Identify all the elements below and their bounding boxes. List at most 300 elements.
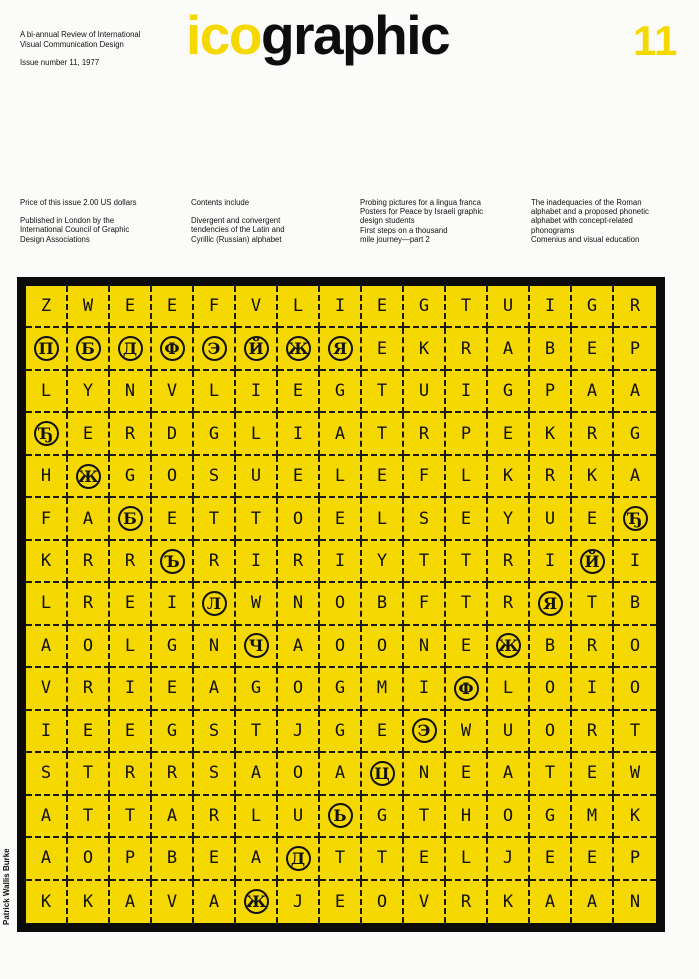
grid-letter: Я bbox=[328, 336, 353, 361]
grid-letter: N bbox=[124, 381, 136, 402]
grid-cell bbox=[446, 413, 488, 455]
grid-letter: E bbox=[166, 508, 178, 529]
grid-cell bbox=[572, 881, 614, 923]
grid-letter: S bbox=[208, 466, 220, 487]
grid-letter: R bbox=[124, 763, 136, 784]
grid-cell bbox=[320, 881, 362, 923]
grid-letter: F bbox=[40, 508, 52, 529]
grid-letter: U bbox=[502, 296, 514, 317]
grid-letter: W bbox=[82, 296, 94, 317]
grid-letter: Й bbox=[244, 336, 269, 361]
grid-cell bbox=[362, 838, 404, 880]
grid-letter: A bbox=[586, 891, 598, 912]
grid-cell bbox=[26, 626, 68, 668]
info-column-articles-2 bbox=[531, 198, 696, 253]
grid-letter: A bbox=[544, 891, 556, 912]
grid-cell bbox=[152, 371, 194, 413]
grid-letter: R bbox=[502, 593, 514, 614]
grid-cell bbox=[320, 668, 362, 710]
grid-letter: G bbox=[586, 296, 598, 317]
grid-cell bbox=[320, 753, 362, 795]
logo bbox=[186, 4, 450, 66]
grid-cell bbox=[110, 456, 152, 498]
grid-cell-circled-cyrillic bbox=[404, 711, 446, 753]
grid-letter: A bbox=[40, 635, 52, 656]
grid-cell bbox=[446, 626, 488, 668]
grid-cell bbox=[404, 541, 446, 583]
grid-letter: A bbox=[82, 508, 94, 529]
grid-letter: R bbox=[586, 423, 598, 444]
grid-cell bbox=[530, 796, 572, 838]
grid-cell bbox=[446, 286, 488, 328]
grid-letter: K bbox=[418, 338, 430, 359]
grid-cell bbox=[530, 838, 572, 880]
grid-letter: G bbox=[124, 466, 136, 487]
grid-letter: F bbox=[418, 593, 430, 614]
grid-cell bbox=[26, 371, 68, 413]
grid-letter: R bbox=[124, 423, 136, 444]
grid-cell bbox=[26, 796, 68, 838]
grid-letter: I bbox=[460, 381, 472, 402]
grid-cell bbox=[278, 668, 320, 710]
grid-letter: V bbox=[250, 296, 262, 317]
grid-cell bbox=[278, 796, 320, 838]
grid-letter: E bbox=[124, 296, 136, 317]
grid-letter: G bbox=[334, 381, 346, 402]
grid-cell bbox=[614, 796, 656, 838]
grid-letter: I bbox=[40, 720, 52, 741]
grid-letter: R bbox=[544, 466, 556, 487]
grid-cell-circled-cyrillic bbox=[110, 328, 152, 370]
grid-cell-circled-cyrillic bbox=[152, 541, 194, 583]
grid-cell bbox=[362, 328, 404, 370]
info-paragraph bbox=[20, 216, 180, 244]
grid-letter: I bbox=[334, 296, 346, 317]
grid-cell bbox=[404, 881, 446, 923]
grid-cell bbox=[362, 796, 404, 838]
grid-cell bbox=[236, 583, 278, 625]
grid-letter: G bbox=[166, 635, 178, 656]
grid-cell bbox=[446, 456, 488, 498]
grid-cell-circled-cyrillic bbox=[236, 626, 278, 668]
grid-letter: T bbox=[376, 848, 388, 869]
grid-cell bbox=[26, 541, 68, 583]
info-line: phonograms bbox=[531, 225, 575, 235]
grid-letter: A bbox=[40, 848, 52, 869]
grid-letter: K bbox=[544, 423, 556, 444]
grid-letter: E bbox=[334, 508, 346, 529]
grid-cell bbox=[320, 413, 362, 455]
grid-cell bbox=[26, 711, 68, 753]
grid-letter: G bbox=[334, 720, 346, 741]
grid-letter: T bbox=[124, 805, 136, 826]
grid-letter: T bbox=[82, 763, 94, 784]
grid-cell bbox=[572, 796, 614, 838]
grid-cell bbox=[110, 838, 152, 880]
grid-letter: E bbox=[586, 763, 598, 784]
grid-letter: A bbox=[586, 381, 598, 402]
grid-letter: E bbox=[376, 296, 388, 317]
grid-letter: A bbox=[124, 891, 136, 912]
grid-letter: I bbox=[544, 296, 556, 317]
info-line: tendencies of the Latin and bbox=[191, 225, 285, 235]
grid-letter: E bbox=[166, 296, 178, 317]
grid-letter: T bbox=[418, 551, 430, 572]
info-line: Posters for Peace by Israeli graphic bbox=[360, 207, 484, 217]
grid-letter: Y bbox=[376, 551, 388, 572]
grid-letter: K bbox=[40, 891, 52, 912]
grid-cell bbox=[488, 711, 530, 753]
grid-letter: I bbox=[292, 423, 304, 444]
grid-letter: N bbox=[292, 593, 304, 614]
grid-letter: O bbox=[334, 593, 346, 614]
grid-letter: P bbox=[629, 338, 641, 359]
grid-cell bbox=[278, 371, 320, 413]
grid-letter: L bbox=[250, 423, 262, 444]
grid-letter: U bbox=[292, 805, 304, 826]
info-line: Design Associations bbox=[20, 234, 90, 244]
info-line: alphabet and a proposed phonetic bbox=[531, 207, 649, 217]
grid-letter: U bbox=[418, 381, 430, 402]
grid-letter: R bbox=[82, 593, 94, 614]
grid-letter: M bbox=[376, 678, 388, 699]
grid-cell bbox=[404, 626, 446, 668]
grid-cell bbox=[236, 286, 278, 328]
grid-cell bbox=[404, 583, 446, 625]
grid-letter: Л bbox=[202, 591, 227, 616]
grid-letter: E bbox=[124, 720, 136, 741]
grid-letter: A bbox=[502, 338, 514, 359]
grid-cell bbox=[26, 753, 68, 795]
grid-cell bbox=[194, 711, 236, 753]
grid-letter: R bbox=[586, 720, 598, 741]
grid-cell bbox=[362, 541, 404, 583]
grid-cell bbox=[236, 413, 278, 455]
grid-letter: O bbox=[82, 848, 94, 869]
grid-cell bbox=[194, 753, 236, 795]
issue-line: Issue number 11, 1977 bbox=[20, 58, 100, 67]
grid-cell bbox=[152, 838, 194, 880]
grid-cell bbox=[194, 413, 236, 455]
grid-letter: Ж bbox=[76, 464, 101, 489]
grid-cell bbox=[152, 456, 194, 498]
grid-letter: N bbox=[629, 891, 641, 912]
grid-cell-circled-cyrillic bbox=[26, 328, 68, 370]
grid-cell bbox=[320, 498, 362, 540]
grid-letter: I bbox=[418, 678, 430, 699]
grid-cell bbox=[68, 668, 110, 710]
grid-cell bbox=[194, 456, 236, 498]
grid-letter: I bbox=[250, 551, 262, 572]
grid-letter: M bbox=[586, 805, 598, 826]
grid-letter: E bbox=[292, 381, 304, 402]
grid-cell-circled-cyrillic bbox=[488, 626, 530, 668]
grid-cell bbox=[614, 753, 656, 795]
grid-letter: S bbox=[40, 763, 52, 784]
grid-cell bbox=[572, 286, 614, 328]
grid-letter: A bbox=[208, 891, 220, 912]
grid-letter: Ф bbox=[160, 336, 185, 361]
logo-graphic: graphic bbox=[260, 4, 450, 66]
grid-letter: B bbox=[544, 338, 556, 359]
grid-letter: L bbox=[334, 466, 346, 487]
grid-letter: E bbox=[376, 720, 388, 741]
photo-credit: Patrick Wallis Burke bbox=[2, 848, 11, 925]
grid-letter: H bbox=[40, 466, 52, 487]
grid-letter: L bbox=[376, 508, 388, 529]
grid-cell bbox=[110, 413, 152, 455]
grid-cell bbox=[236, 753, 278, 795]
grid-letter: B bbox=[544, 635, 556, 656]
grid-cell bbox=[530, 626, 572, 668]
info-line: alphabet with concept-related bbox=[531, 216, 633, 226]
grid-cell bbox=[110, 711, 152, 753]
info-line: Contents include bbox=[191, 198, 250, 207]
grid-letter: E bbox=[502, 423, 514, 444]
grid-cell bbox=[68, 541, 110, 583]
info-column-contents bbox=[191, 198, 351, 253]
grid-letter: O bbox=[376, 635, 388, 656]
grid-cell bbox=[26, 838, 68, 880]
grid-letter: N bbox=[418, 635, 430, 656]
info-paragraph bbox=[20, 198, 180, 207]
grid-cell bbox=[572, 328, 614, 370]
grid-letter: G bbox=[166, 720, 178, 741]
grid-letter: E bbox=[292, 466, 304, 487]
grid-letter: L bbox=[460, 466, 472, 487]
grid-cell bbox=[572, 668, 614, 710]
grid-letter: A bbox=[208, 678, 220, 699]
info-column-articles bbox=[360, 198, 520, 253]
grid-cell bbox=[278, 626, 320, 668]
info-line: Published in London by the bbox=[20, 216, 115, 226]
grid-cell-circled-cyrillic bbox=[278, 838, 320, 880]
grid-letter: G bbox=[376, 805, 388, 826]
grid-letter: E bbox=[586, 338, 598, 359]
grid-cell bbox=[320, 371, 362, 413]
grid-letter: Й bbox=[580, 549, 605, 574]
grid-letter: R bbox=[292, 551, 304, 572]
grid-letter: L bbox=[40, 381, 52, 402]
grid-cell bbox=[68, 413, 110, 455]
grid-letter: E bbox=[376, 338, 388, 359]
grid-cell-circled-cyrillic bbox=[236, 328, 278, 370]
grid-cell bbox=[26, 456, 68, 498]
grid-cell bbox=[446, 541, 488, 583]
grid-cell bbox=[26, 583, 68, 625]
info-line: First steps on a thousand bbox=[360, 225, 448, 235]
grid-cell bbox=[110, 753, 152, 795]
grid-letter: A bbox=[250, 763, 262, 784]
info-paragraph bbox=[531, 198, 696, 244]
grid-cell bbox=[572, 371, 614, 413]
grid-cell bbox=[488, 668, 530, 710]
grid-cell bbox=[362, 668, 404, 710]
grid-letter: P bbox=[460, 423, 472, 444]
grid-cell bbox=[152, 753, 194, 795]
grid-letter: A bbox=[292, 635, 304, 656]
grid-letter: O bbox=[292, 508, 304, 529]
grid-cell bbox=[614, 711, 656, 753]
grid-cell bbox=[194, 796, 236, 838]
grid-letter: I bbox=[629, 551, 641, 572]
grid-letter: Ъ bbox=[160, 549, 185, 574]
info-line: mile journey—part 2 bbox=[360, 234, 430, 244]
grid-letter: A bbox=[502, 763, 514, 784]
grid-cell bbox=[404, 286, 446, 328]
grid-cell bbox=[488, 753, 530, 795]
grid-cell-circled-cyrillic bbox=[446, 668, 488, 710]
grid-letter: R bbox=[418, 423, 430, 444]
grid-cell-circled-cyrillic bbox=[194, 328, 236, 370]
grid-letter: W bbox=[250, 593, 262, 614]
grid-cell bbox=[152, 626, 194, 668]
grid-letter: K bbox=[40, 551, 52, 572]
grid-letter: O bbox=[292, 763, 304, 784]
grid-letter: J bbox=[292, 720, 304, 741]
grid-cell bbox=[26, 498, 68, 540]
grid-letter: Ж bbox=[496, 633, 521, 658]
grid-letter: O bbox=[629, 678, 641, 699]
grid-letter: I bbox=[166, 593, 178, 614]
grid-letter: T bbox=[629, 720, 641, 741]
grid-letter: Я bbox=[538, 591, 563, 616]
grid-cell bbox=[530, 541, 572, 583]
grid-cell bbox=[68, 881, 110, 923]
grid-cell bbox=[320, 711, 362, 753]
grid-letter: L bbox=[124, 635, 136, 656]
grid-letter: T bbox=[250, 720, 262, 741]
grid-cell bbox=[446, 371, 488, 413]
grid-letter: N bbox=[418, 763, 430, 784]
grid-cell bbox=[572, 413, 614, 455]
grid-letter: R bbox=[82, 678, 94, 699]
grid-letter: Y bbox=[502, 508, 514, 529]
issue-number: 11 bbox=[633, 17, 678, 64]
grid-cell bbox=[404, 753, 446, 795]
grid-letter: K bbox=[502, 891, 514, 912]
info-line: design students bbox=[360, 216, 415, 226]
grid-cell bbox=[152, 498, 194, 540]
grid-letter: E bbox=[460, 635, 472, 656]
grid-letter: G bbox=[418, 296, 430, 317]
info-line: The inadequacies of the Roman bbox=[531, 198, 642, 207]
grid-letter: B bbox=[629, 593, 641, 614]
grid-cell bbox=[362, 413, 404, 455]
grid-cell bbox=[362, 498, 404, 540]
grid-cell bbox=[110, 583, 152, 625]
grid-letter: T bbox=[376, 423, 388, 444]
masthead-tagline bbox=[20, 30, 190, 49]
grid-letter: V bbox=[166, 381, 178, 402]
grid-letter: Ь bbox=[328, 803, 353, 828]
logo-ico: ico bbox=[186, 4, 261, 66]
grid-letter: K bbox=[502, 466, 514, 487]
grid-letter: T bbox=[208, 508, 220, 529]
grid-cell bbox=[236, 456, 278, 498]
grid-letter: I bbox=[250, 381, 262, 402]
grid-cell bbox=[488, 371, 530, 413]
grid-cell bbox=[614, 626, 656, 668]
grid-cell bbox=[320, 286, 362, 328]
grid-cell bbox=[530, 413, 572, 455]
grid-cell-circled-cyrillic bbox=[68, 456, 110, 498]
grid-cell bbox=[278, 711, 320, 753]
grid-letter: R bbox=[502, 551, 514, 572]
grid-cell bbox=[404, 413, 446, 455]
grid-letter: Б bbox=[118, 506, 143, 531]
grid-cell bbox=[488, 838, 530, 880]
grid-cell-circled-cyrillic bbox=[278, 328, 320, 370]
info-line: Price of this issue 2.00 US dollars bbox=[20, 198, 137, 207]
grid-letter: Д bbox=[286, 846, 311, 871]
grid-cell bbox=[68, 711, 110, 753]
info-column-price bbox=[20, 198, 180, 253]
grid-letter: O bbox=[166, 466, 178, 487]
grid-letter: Д bbox=[118, 336, 143, 361]
grid-cell bbox=[488, 413, 530, 455]
grid-cell bbox=[614, 456, 656, 498]
grid-letter: B bbox=[376, 593, 388, 614]
grid-letter: Ђ bbox=[34, 421, 59, 446]
grid-cell bbox=[236, 498, 278, 540]
grid-cell bbox=[488, 498, 530, 540]
grid-cell bbox=[278, 286, 320, 328]
grid-cell bbox=[278, 881, 320, 923]
grid-cell-circled-cyrillic bbox=[320, 796, 362, 838]
grid-letter: R bbox=[460, 891, 472, 912]
grid-cell bbox=[320, 583, 362, 625]
grid-cell bbox=[446, 583, 488, 625]
grid-cell bbox=[68, 838, 110, 880]
grid-letter: P bbox=[544, 381, 556, 402]
grid-letter: L bbox=[40, 593, 52, 614]
grid-cell bbox=[278, 583, 320, 625]
grid-cell-circled-cyrillic bbox=[614, 498, 656, 540]
info-line: International Council of Graphic bbox=[20, 225, 130, 235]
grid-letter: T bbox=[250, 508, 262, 529]
grid-cell bbox=[152, 583, 194, 625]
info-line: Divergent and convergent bbox=[191, 216, 281, 226]
grid-letter: I bbox=[124, 678, 136, 699]
grid-cell bbox=[26, 881, 68, 923]
tagline-line: Visual Communication Design bbox=[20, 39, 124, 49]
grid-cell bbox=[110, 286, 152, 328]
grid-letter: Ж bbox=[244, 889, 269, 914]
grid-cell bbox=[404, 498, 446, 540]
grid-cell bbox=[572, 498, 614, 540]
grid-cell bbox=[362, 456, 404, 498]
tagline-line: A bi-annual Review of International bbox=[20, 30, 141, 39]
grid-letter: V bbox=[166, 891, 178, 912]
grid-cell bbox=[26, 668, 68, 710]
grid-letter: S bbox=[208, 720, 220, 741]
grid-letter: G bbox=[629, 423, 641, 444]
grid-cell bbox=[488, 328, 530, 370]
grid-letter: I bbox=[334, 551, 346, 572]
grid-letter: E bbox=[82, 423, 94, 444]
grid-cell bbox=[362, 711, 404, 753]
grid-letter: F bbox=[208, 296, 220, 317]
grid-cell bbox=[236, 796, 278, 838]
grid-letter: A bbox=[629, 466, 641, 487]
grid-letter: E bbox=[376, 466, 388, 487]
grid-cell bbox=[572, 626, 614, 668]
grid-letter: G bbox=[334, 678, 346, 699]
grid-cell bbox=[362, 626, 404, 668]
grid-letter: S bbox=[208, 763, 220, 784]
grid-letter: I bbox=[544, 551, 556, 572]
